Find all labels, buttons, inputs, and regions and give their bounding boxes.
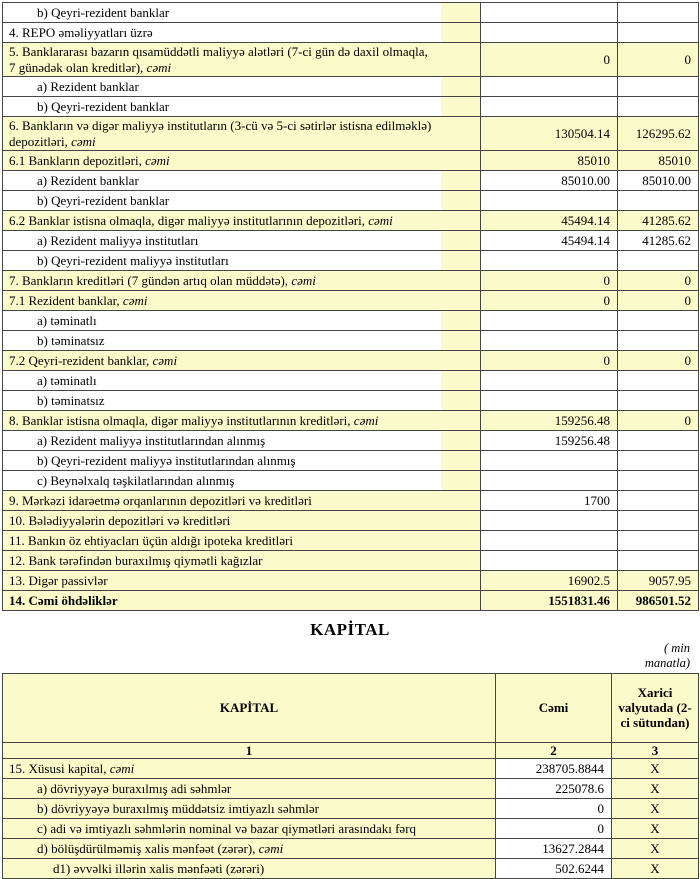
label-highlight-strip (441, 551, 481, 571)
table-row (3, 839, 699, 859)
capital-table-body (3, 759, 699, 879)
row-label: a) təminatlı (3, 371, 441, 391)
value-total-cell: 159256.48 (481, 411, 618, 431)
row-label: 7. Bankların kreditləri (7 gündən artıq olan müddətə), cəmi (3, 271, 441, 291)
row-label: a) Rezident banklar (3, 77, 441, 97)
report-page (0, 2, 700, 879)
unit-note (0, 641, 700, 671)
label-highlight-strip (441, 331, 481, 351)
value-fx-cell: 9057.95 (618, 571, 699, 591)
capital-table (2, 673, 699, 879)
label-highlight-strip (441, 291, 481, 311)
value-fx-cell (618, 311, 699, 331)
table-row (3, 231, 699, 251)
value-fx-cell: 41285.62 (618, 231, 699, 251)
label-highlight-strip (441, 431, 481, 451)
label-highlight-strip (441, 211, 481, 231)
value-fx-cell: X (612, 759, 699, 779)
value-total-cell (481, 511, 618, 531)
table-row (3, 591, 699, 611)
row-label: a) dövriyyəyə buraxılmış adi səhmlər (3, 779, 496, 799)
value-fx-cell: X (612, 859, 699, 879)
table-row (3, 251, 699, 271)
value-fx-cell (618, 23, 699, 43)
table-row (3, 411, 699, 431)
value-total-cell (481, 311, 618, 331)
row-label: 4. REPO əməliyyatları üzrə (3, 23, 441, 43)
liabilities-table (2, 2, 699, 611)
label-highlight-strip (441, 471, 481, 491)
value-fx-cell: 0 (618, 43, 699, 77)
value-fx-cell: 126295.62 (618, 117, 699, 151)
table-row (3, 431, 699, 451)
row-label: 11. Bankın öz ehtiyacları üçün aldığı ipoteka kreditləri (3, 531, 441, 551)
capital-header-label: KAPİTAL (3, 674, 496, 743)
row-label: 13. Digər passivlər (3, 571, 441, 591)
table-row (3, 371, 699, 391)
label-highlight-strip (441, 591, 481, 611)
value-total-cell: 0 (481, 351, 618, 371)
value-fx-cell (618, 431, 699, 451)
value-fx-cell: 0 (618, 411, 699, 431)
row-label: b) təminatsız (3, 331, 441, 351)
value-total-cell: 0 (496, 799, 612, 819)
capital-header-total: Cəmi (496, 674, 612, 743)
value-fx-cell: X (612, 819, 699, 839)
row-label: c) Beynəlxalq təşkilatlarından alınmış (3, 471, 441, 491)
row-label: 7.1 Rezident banklar, cəmi (3, 291, 441, 311)
value-total-cell: 45494.14 (481, 211, 618, 231)
label-highlight-strip (441, 77, 481, 97)
value-fx-cell (618, 3, 699, 23)
row-label: 10. Bələdiyyələrin depozitləri və kreditləri (3, 511, 441, 531)
value-total-cell (481, 23, 618, 43)
row-label: 6.2 Banklar istisna olmaqla, digər maliyyə institutlarının depozitləri, cəmi (3, 211, 441, 231)
value-total-cell (481, 471, 618, 491)
value-total-cell (481, 191, 618, 211)
value-fx-cell: X (612, 799, 699, 819)
row-label: b) Qeyri-rezident banklar (3, 191, 441, 211)
value-total-cell (481, 451, 618, 471)
value-fx-cell: 0 (618, 351, 699, 371)
table-row (3, 391, 699, 411)
unit-note-line2: manatla) (644, 656, 690, 671)
table-row (3, 779, 699, 799)
label-highlight-strip (441, 511, 481, 531)
value-fx-cell (618, 97, 699, 117)
label-highlight-strip (441, 491, 481, 511)
value-fx-cell (618, 251, 699, 271)
value-fx-cell: 0 (618, 271, 699, 291)
colnum-3: 3 (612, 743, 699, 759)
label-highlight-strip (441, 3, 481, 23)
value-total-cell: 0 (481, 271, 618, 291)
label-highlight-strip (441, 231, 481, 251)
label-highlight-strip (441, 191, 481, 211)
value-total-cell: 1700 (481, 491, 618, 511)
table-row (3, 571, 699, 591)
value-total-cell: 130504.14 (481, 117, 618, 151)
value-total-cell (481, 371, 618, 391)
value-total-cell (481, 331, 618, 351)
row-label: b) Qeyri-rezident maliyyə institutları (3, 251, 441, 271)
row-label: b) Qeyri-rezident banklar (3, 97, 441, 117)
row-label: 6. Bankların və digər maliyyə institutların (3-cü və 5-ci sətirlər istisna edilməklə) depozitləri, cəmi (3, 117, 441, 151)
row-label: 14. Cəmi öhdəliklər (3, 591, 441, 611)
row-label: a) təminatlı (3, 311, 441, 331)
capital-section-title: KAPİTAL (310, 620, 390, 640)
table-row (3, 331, 699, 351)
table-row (3, 271, 699, 291)
capital-colnum-row (3, 743, 699, 759)
value-fx-cell: 986501.52 (618, 591, 699, 611)
value-fx-cell (618, 391, 699, 411)
label-highlight-strip (441, 117, 481, 151)
colnum-1: 1 (3, 743, 496, 759)
value-total-cell: 225078.6 (496, 779, 612, 799)
table-row (3, 117, 699, 151)
table-row (3, 819, 699, 839)
value-fx-cell (618, 471, 699, 491)
row-label: a) Rezident maliyyə institutları (3, 231, 441, 251)
value-fx-cell (618, 531, 699, 551)
label-highlight-strip (441, 251, 481, 271)
value-total-cell (481, 551, 618, 571)
value-total-cell (481, 391, 618, 411)
row-label: a) Rezident banklar (3, 171, 441, 191)
table-row (3, 43, 699, 77)
row-label: a) Rezident maliyyə institutlarından alınmış (3, 431, 441, 451)
label-highlight-strip (441, 97, 481, 117)
row-label: d1) əvvəlki illərin xalis mənfəəti (zərəri) (3, 859, 496, 879)
table-row (3, 97, 699, 117)
table-row (3, 491, 699, 511)
label-highlight-strip (441, 271, 481, 291)
row-label: 9. Mərkəzi idarəetmə orqanlarının depozitləri və kreditləri (3, 491, 441, 511)
value-fx-cell (618, 371, 699, 391)
row-label: d) bölüşdürülməmiş xalis mənfəət (zərər), cəmi (3, 839, 496, 859)
capital-header-row (3, 674, 699, 743)
value-fx-cell (618, 77, 699, 97)
value-total-cell (481, 251, 618, 271)
table-row (3, 759, 699, 779)
label-highlight-strip (441, 531, 481, 551)
value-fx-cell: X (612, 779, 699, 799)
value-total-cell: 1551831.46 (481, 591, 618, 611)
value-fx-cell (618, 331, 699, 351)
label-highlight-strip (441, 43, 481, 77)
value-fx-cell: 85010.00 (618, 171, 699, 191)
liabilities-table-body (3, 3, 699, 611)
value-total-cell: 0 (481, 43, 618, 77)
value-total-cell: 16902.5 (481, 571, 618, 591)
table-row (3, 211, 699, 231)
value-total-cell: 0 (496, 819, 612, 839)
label-highlight-strip (441, 351, 481, 371)
row-label: 5. Banklararası bazarın qısamüddətli maliyyə alətləri (7-ci gün də daxil olmaqla, 7 günədək olan kreditlər), cəmi (3, 43, 441, 77)
table-row (3, 531, 699, 551)
table-row (3, 77, 699, 97)
row-label: b) Qeyri-rezident maliyyə institutlarından alınmış (3, 451, 441, 471)
label-highlight-strip (441, 311, 481, 331)
table-row (3, 471, 699, 491)
table-row (3, 859, 699, 879)
label-highlight-strip (441, 171, 481, 191)
row-label: 15. Xüsusi kapital, cəmi (3, 759, 496, 779)
table-row (3, 171, 699, 191)
table-row (3, 151, 699, 171)
row-label: 6.1 Bankların depozitləri, cəmi (3, 151, 441, 171)
value-total-cell: 238705.8844 (496, 759, 612, 779)
table-row (3, 311, 699, 331)
value-total-cell: 13627.2844 (496, 839, 612, 859)
value-fx-cell (618, 491, 699, 511)
table-row (3, 551, 699, 571)
row-label: b) dövriyyəyə buraxılmış müddətsiz imtiyazlı səhmlər (3, 799, 496, 819)
row-label: 7.2 Qeyri-rezident banklar, cəmi (3, 351, 441, 371)
value-total-cell: 502.6244 (496, 859, 612, 879)
row-label: 8. Banklar istisna olmaqla, digər maliyyə institutlarının kreditləri, cəmi (3, 411, 441, 431)
table-row (3, 191, 699, 211)
row-label: c) adi və imtiyazlı səhmlərin nominal və bazar qiymətləri arasındakı fərq (3, 819, 496, 839)
value-fx-cell: 41285.62 (618, 211, 699, 231)
value-total-cell (481, 3, 618, 23)
table-row (3, 511, 699, 531)
table-row (3, 451, 699, 471)
value-total-cell: 0 (481, 291, 618, 311)
table-row (3, 23, 699, 43)
value-fx-cell: 85010 (618, 151, 699, 171)
label-highlight-strip (441, 371, 481, 391)
value-total-cell (481, 97, 618, 117)
row-label: 12. Bank tərəfindən buraxılmış qiymətli kağızlar (3, 551, 441, 571)
label-highlight-strip (441, 391, 481, 411)
colnum-2: 2 (496, 743, 612, 759)
value-total-cell (481, 77, 618, 97)
value-total-cell (481, 531, 618, 551)
table-row (3, 351, 699, 371)
table-row (3, 291, 699, 311)
value-fx-cell (618, 451, 699, 471)
value-fx-cell: 0 (618, 291, 699, 311)
value-total-cell: 85010 (481, 151, 618, 171)
value-total-cell: 85010.00 (481, 171, 618, 191)
value-fx-cell: X (612, 839, 699, 859)
label-highlight-strip (441, 451, 481, 471)
label-highlight-strip (441, 151, 481, 171)
table-row (3, 799, 699, 819)
row-label: b) təminatsız (3, 391, 441, 411)
row-label: b) Qeyri-rezident banklar (3, 3, 441, 23)
table-row (3, 3, 699, 23)
value-fx-cell (618, 551, 699, 571)
value-total-cell: 45494.14 (481, 231, 618, 251)
label-highlight-strip (441, 571, 481, 591)
capital-header-fx: Xarici valyutada (2-ci sütundan) (612, 674, 699, 743)
label-highlight-strip (441, 23, 481, 43)
value-fx-cell (618, 511, 699, 531)
value-fx-cell (618, 191, 699, 211)
unit-note-line1: ( min (663, 641, 690, 656)
label-highlight-strip (441, 411, 481, 431)
value-total-cell: 159256.48 (481, 431, 618, 451)
